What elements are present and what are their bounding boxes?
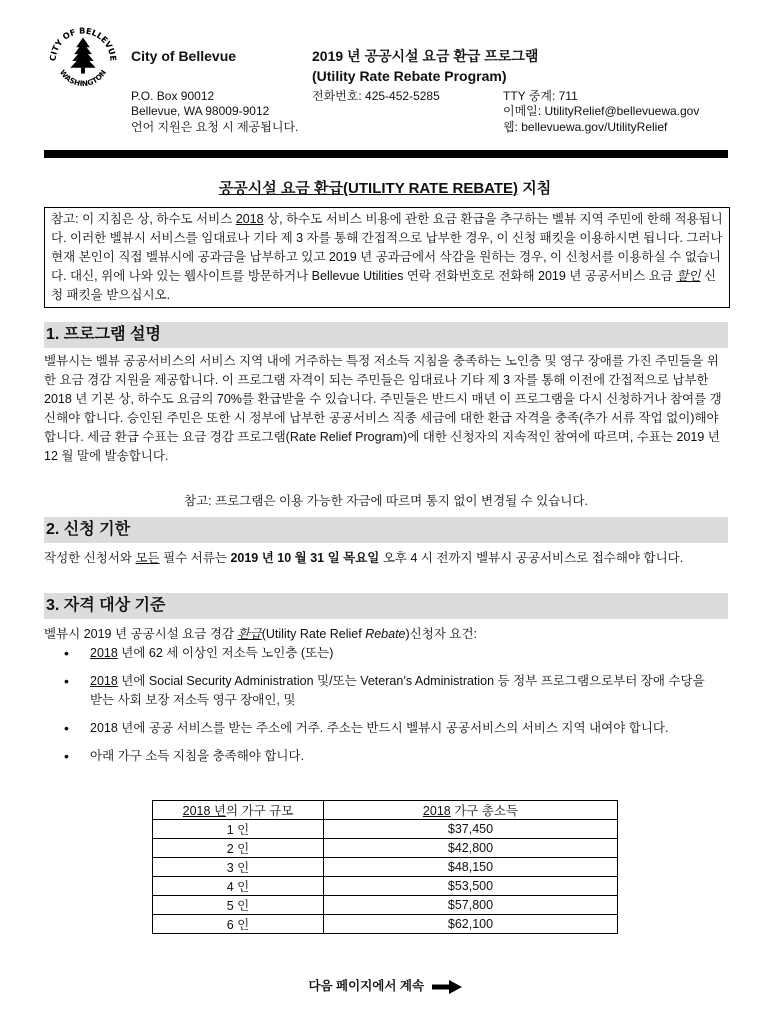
evergreen-tree-icon: [70, 38, 95, 74]
intro-emphasis-2: Rebate: [365, 627, 406, 641]
intro-text-1: 벨뷰시 2019 년 공공시설 요금 경감: [44, 627, 238, 641]
table-row: [153, 820, 618, 839]
list-item: [60, 719, 720, 738]
table-row: [153, 896, 618, 915]
col-1-year: 2018 년: [182, 804, 227, 818]
income-limit: $48,150: [324, 858, 618, 877]
col-1-label: 의 가구 규모: [226, 804, 294, 818]
table-row: [153, 858, 618, 877]
tty-relay: TTY 중계: 711: [503, 89, 578, 103]
section-3-heading: 3. 자격 대상 기준: [44, 593, 728, 619]
notice-text-1: 참고: 이 지침은 상, 하수도 서비스: [51, 212, 236, 226]
income-guidelines-table: [152, 800, 618, 934]
bullet-4-text: 아래 가구 소득 지침을 충족해야 합니다.: [90, 749, 305, 763]
income-limit: $42,800: [324, 839, 618, 858]
title-english: (UTILITY RATE REBATE): [343, 180, 519, 197]
intro-emphasis: 환급: [237, 627, 262, 641]
table-header-row: [153, 801, 618, 820]
header-divider: [44, 150, 728, 158]
title-suffix: 지침: [518, 180, 552, 197]
col-gross-income: [324, 801, 618, 820]
address-line-2: Bellevue, WA 98009-9012: [131, 104, 270, 118]
section-2-all: 모든: [135, 551, 160, 565]
income-limit: $53,500: [324, 877, 618, 896]
bullet-2-text: 년에 Social Security Administration 및/또는 Veteran’s Administration 등 정부 프로그램으로부터 장애 수당을 받는 사회 보장 저소득 영구 장애인, 및: [90, 674, 705, 707]
notice-text-2: 상, 하수도 서비스 비용에 관한 요금 환급을 추구하는 벨뷰 지역 주민에 한해 적용됩니다. 이러한 벨뷰시 서비스를 임대료나 기타 제 3 자를 통해 간접적으로 납부한 경우, 이 신청 패킷을 이용하시면 됩니다. 그러나 현재 본인이 직접 벨뷰시에 공과금을 납부하고 있고 2019 년 공과금에서 삭감을 원하는 경우, 이 신청서를 이용하실 수 없습니다. 대신, 위에 나와 있는 웹사이트를 방문하거나 Bellevue Utilities 연락 전화번호로 전화해 2019 년 공공서비스 요금: [51, 212, 723, 283]
section-2-heading: 2. 신청 기한: [44, 517, 728, 543]
list-item: [60, 672, 720, 710]
household-size: 3 인: [153, 858, 324, 877]
notice-emphasis: 할인: [676, 269, 701, 283]
notice-text-3: 신청 패킷을 받으십시오.: [51, 269, 717, 302]
income-limit: $57,800: [324, 896, 618, 915]
seal-text-top: CITY OF BELLEVUE: [47, 25, 119, 62]
web-link[interactable]: 웹: bellevuewa.gov/UtilityRelief: [503, 120, 668, 134]
phone-number: 전화번호: 425-452-5285: [312, 89, 440, 103]
title-prefix: 공공시설 요금 환급: [218, 180, 344, 197]
section-1-heading: 1. 프로그램 설명: [44, 322, 728, 348]
section-2-text-3: 오후 4 시 전까지 벨뷰시 공공서비스로 접수해야 합니다.: [379, 551, 684, 565]
language-note: 언어 지원은 요청 시 제공됩니다.: [131, 120, 299, 134]
section-1-note: 참고: 프로그램은 이용 가능한 자금에 따르며 통지 없이 변경될 수 있습니다.: [184, 494, 588, 508]
continue-notice: [0, 976, 770, 994]
intro-text-3: )신청자 요건:: [405, 627, 477, 641]
program-title-ko: 2019 년 공공시설 요금 환급 프로그램: [312, 48, 539, 64]
col-household-size: [153, 801, 324, 820]
bullet-3-text: 2018 년에 공공 서비스를 받는 주소에 거주. 주소는 반드시 벨뷰시 공공서비스의 서비스 지역 내여야 합니다.: [90, 721, 669, 735]
list-item: [60, 644, 720, 663]
email-link[interactable]: 이메일: UtilityRelief@bellevuewa.gov: [503, 104, 700, 118]
household-size: 5 인: [153, 896, 324, 915]
deadline-date: 2019 년 10 월 31 일 목요일: [230, 551, 380, 565]
household-size: 2 인: [153, 839, 324, 858]
table-row: [153, 839, 618, 858]
bullet-1-year: 2018: [90, 646, 118, 660]
col-2-year: 2018: [422, 804, 451, 818]
city-seal-logo: [44, 18, 122, 96]
right-arrow-icon: [432, 980, 462, 994]
table-row: [153, 877, 618, 896]
col-2-label: 가구 총소득: [450, 804, 519, 818]
notice-year: 2018: [235, 212, 264, 226]
section-3-intro: [44, 625, 728, 644]
table-row: [153, 915, 618, 934]
household-size: 6 인: [153, 915, 324, 934]
section-1-body: 벨뷰시는 벨뷰 공공서비스의 서비스 지역 내에 거주하는 특정 저소득 지침을 충족하는 노인층 및 영구 장애를 가진 주민들을 위한 요금 경감 지원을 제공합니다. 이 프로그램 자격이 되는 주민들은 임대료나 기타 제 3 자를 통해 이전에 간접적으로 납부한 2018 년 기본 상, 하수도 요금의 70%를 환급받을 수 있습니다. 주민들은 반드시 매년 이 프로그램을 다시 신청하거나 참여를 갱신해야 합니다. 승인된 주민은 또한 시 정부에 납부한 공공서비스 직종 세금에 대한 환급 자격을 충족(추가 서류 작업 없이)해야 합니다. 세금 환급 수표는 요금 경감 프로그램(Rate Relief Program)에 대한 신청자의 지속적인 참여에 따르며, 수표는 2019 년 12 월 말에 발송합니다.: [44, 354, 722, 463]
program-title-en: (Utility Rate Rebate Program): [312, 68, 507, 84]
seal-text-bottom: WASHINGTON: [57, 67, 109, 89]
continue-text: 다음 페이지에서 계속: [308, 979, 425, 993]
org-name: City of Bellevue: [131, 48, 237, 64]
address-line-1: P.O. Box 90012: [131, 89, 215, 103]
household-size: 4 인: [153, 877, 324, 896]
bullet-1-text: 년에 62 세 이상인 저소득 노인층 (또는): [117, 646, 334, 660]
bullet-2-year: 2018: [90, 674, 118, 688]
income-limit: $37,450: [324, 820, 618, 839]
intro-text-2: (Utility Rate Relief: [261, 627, 366, 641]
list-item: [60, 747, 720, 766]
household-size: 1 인: [153, 820, 324, 839]
page-title: [0, 177, 770, 198]
notice-box: [44, 207, 730, 308]
section-2-text-1: 작성한 신청서와: [44, 551, 136, 565]
section-2-text-2: 필수 서류는: [159, 551, 231, 565]
eligibility-list: [60, 644, 720, 775]
section-2-body: [44, 549, 728, 568]
income-limit: $62,100: [324, 915, 618, 934]
